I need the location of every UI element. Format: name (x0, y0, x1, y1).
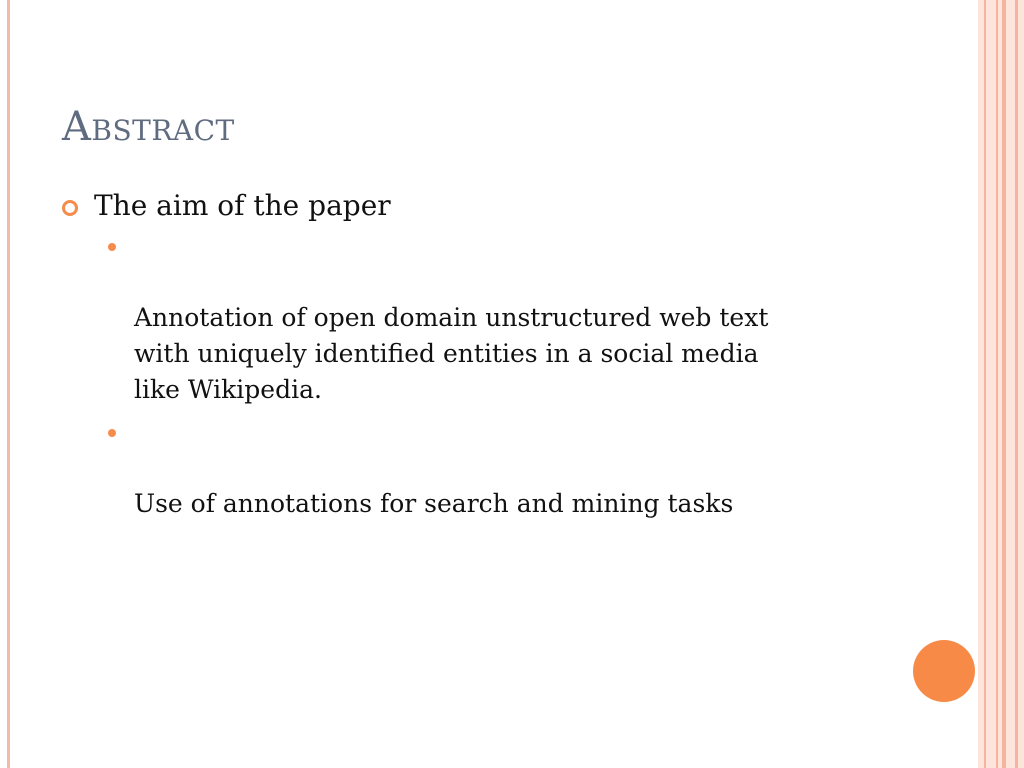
sub-bullet-item (94, 414, 882, 522)
sub-bullet-text: Use of annotations for search and mining tasks (134, 489, 734, 518)
sub-bullet-text: Annotation of open domain unstructured web text with uniquely identified entities in a social media like Wikipedia. (134, 303, 769, 404)
dot-bullet-icon (108, 243, 116, 251)
decorative-stripe (1015, 0, 1018, 768)
decorative-orange-circle (913, 640, 975, 702)
right-decorative-band (978, 0, 1024, 768)
dot-bullet-icon (108, 429, 116, 437)
bullet-item (62, 186, 882, 522)
decorative-stripe (996, 0, 998, 768)
ring-bullet-icon (62, 200, 78, 216)
decorative-stripe (984, 0, 986, 768)
sub-bullet-list (94, 228, 882, 522)
sub-bullet-item (94, 228, 882, 408)
decorative-stripe (1002, 0, 1006, 768)
left-border-stripe (7, 0, 10, 768)
bullet-list (62, 186, 882, 528)
bullet-text: The aim of the paper (94, 189, 391, 222)
slide-title: Abstract (62, 104, 235, 150)
